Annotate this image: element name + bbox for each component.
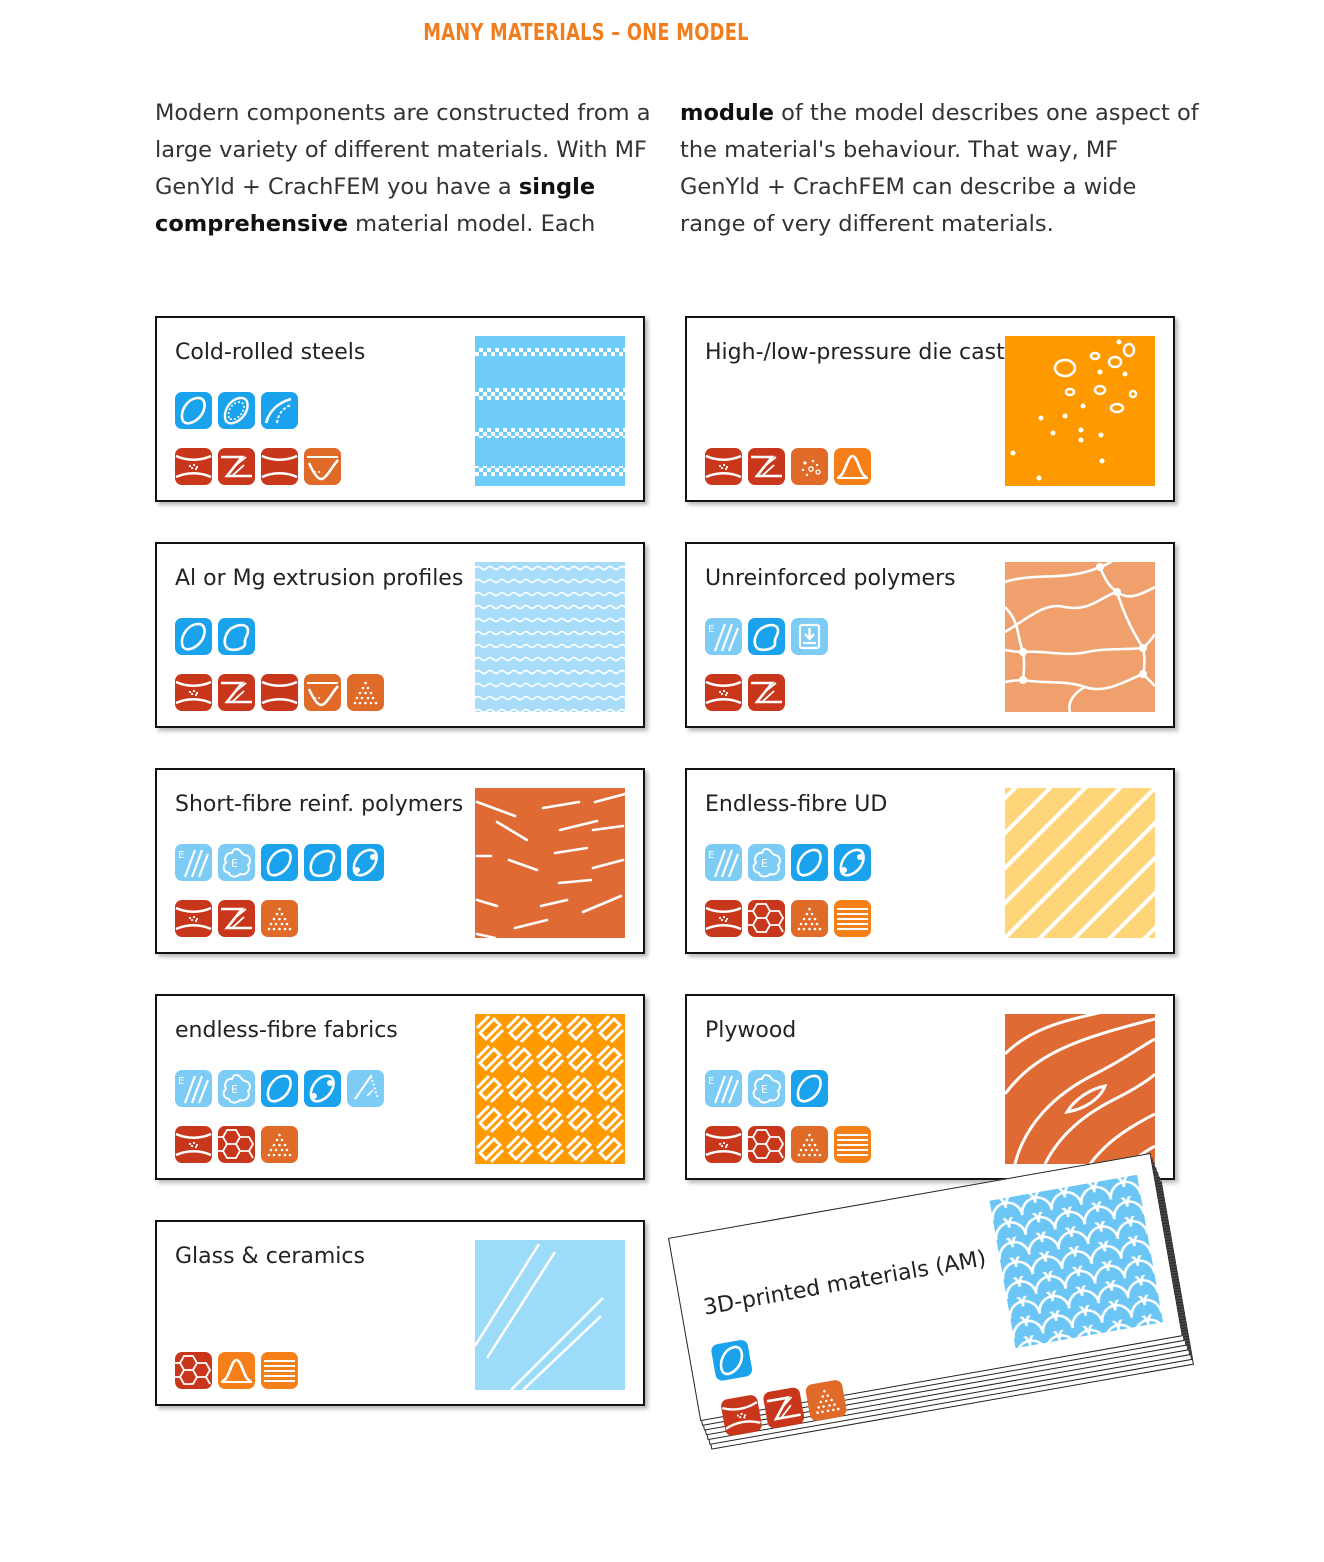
wavy-lines-icon xyxy=(475,562,625,712)
ductile-necking-icon xyxy=(175,448,212,485)
kinematic-hardening-icon xyxy=(834,844,871,881)
card-title: Glass & ceramics xyxy=(175,1244,365,1269)
am-card-front xyxy=(668,1153,1183,1421)
polymer-network-icon xyxy=(1005,562,1155,712)
anisotropic-elasticity-icon xyxy=(748,844,785,881)
cellular-fracture-icon xyxy=(218,1126,255,1163)
card-title: Endless-fibre UD xyxy=(705,792,888,817)
intro-text-3: of the model describes one aspect of the material's behaviour. That way, MF GenYld + CrachFEM can describe a wide range of very different materials. xyxy=(680,100,1199,237)
yield-locus-icon xyxy=(175,392,212,429)
material-card-3d-printed-stack xyxy=(668,1149,1212,1464)
damage-accumulation-icon xyxy=(791,900,828,937)
damage-accumulation-icon xyxy=(261,1126,298,1163)
material-card-unreinforced-polymers xyxy=(685,542,1175,728)
scales-icon xyxy=(989,1175,1163,1349)
anisotropic-elasticity-icon xyxy=(218,1070,255,1107)
cellular-fracture-icon xyxy=(748,900,785,937)
intro-bold-1: single comprehensive xyxy=(155,174,596,237)
yield-evolution-icon xyxy=(218,392,255,429)
ductile-necking-icon xyxy=(705,900,742,937)
elasticity-icon xyxy=(175,844,212,881)
material-card-die-cast xyxy=(685,316,1175,502)
card-title: Plywood xyxy=(705,1018,797,1043)
material-card-endless-fibre-fabrics xyxy=(155,994,645,1180)
shear-fracture-icon xyxy=(748,674,785,711)
elasticity-icon xyxy=(705,618,742,655)
yield-locus-icon xyxy=(261,1070,298,1107)
delamination-icon xyxy=(834,900,871,937)
shear-fracture-icon xyxy=(762,1387,805,1430)
card-title: Cold-rolled steels xyxy=(175,340,366,365)
shear-fracture-icon xyxy=(748,448,785,485)
material-card-plywood xyxy=(685,994,1175,1180)
ductile-necking-icon xyxy=(705,1126,742,1163)
elasticity-icon xyxy=(705,844,742,881)
ductile-necking-icon xyxy=(175,674,212,711)
hardening-icon xyxy=(261,392,298,429)
elasticity-icon xyxy=(175,1070,212,1107)
shear-fracture-icon xyxy=(218,448,255,485)
anisotropic-elasticity-icon xyxy=(218,844,255,881)
delamination-icon xyxy=(834,1126,871,1163)
scatter-distribution-icon xyxy=(834,448,871,485)
woven-fabric-icon xyxy=(475,1014,625,1164)
card-title: Unreinforced polymers xyxy=(705,566,956,591)
material-card-glass-ceramics xyxy=(155,1220,645,1406)
shear-fracture-icon xyxy=(218,674,255,711)
anisotropic-yield-icon xyxy=(304,844,341,881)
delamination-icon xyxy=(261,1352,298,1389)
checker-stripes-icon xyxy=(475,336,625,486)
intro-column-left xyxy=(155,95,655,243)
damage-accumulation-icon xyxy=(805,1379,848,1422)
cellular-fracture-icon xyxy=(175,1352,212,1389)
pores-icon xyxy=(1005,336,1155,486)
scatter-distribution-icon xyxy=(218,1352,255,1389)
yield-locus-icon xyxy=(791,1070,828,1107)
yield-locus-icon xyxy=(261,844,298,881)
intro-text-2: material model. Each xyxy=(348,211,596,237)
forming-limit-icon xyxy=(304,674,341,711)
damage-accumulation-icon xyxy=(347,674,384,711)
glass-reflection-icon xyxy=(475,1240,625,1390)
wood-grain-icon xyxy=(1005,1014,1155,1164)
intro-column-right xyxy=(680,95,1200,243)
instability-icon xyxy=(261,674,298,711)
anisotropic-yield-icon xyxy=(218,618,255,655)
strain-rate-icon xyxy=(791,618,828,655)
ductile-necking-icon xyxy=(175,900,212,937)
intro-bold-2: module xyxy=(680,100,774,126)
instability-icon xyxy=(261,448,298,485)
porosity-icon xyxy=(791,448,828,485)
kinematic-hardening-icon xyxy=(347,844,384,881)
shear-fracture-icon xyxy=(218,900,255,937)
material-card-short-fibre-polymers xyxy=(155,768,645,954)
material-card-endless-fibre-ud xyxy=(685,768,1175,954)
shear-angle-icon xyxy=(347,1070,384,1107)
card-title: Al or Mg extrusion profiles xyxy=(175,566,464,591)
card-title: 3D-printed materials (AM) xyxy=(701,1246,989,1321)
diagonal-stripes-icon xyxy=(1005,788,1155,938)
anisotropic-elasticity-icon xyxy=(748,1070,785,1107)
short-fibres-icon xyxy=(475,788,625,938)
kinematic-hardening-icon xyxy=(304,1070,341,1107)
damage-accumulation-icon xyxy=(791,1126,828,1163)
forming-limit-icon xyxy=(304,448,341,485)
ductile-necking-icon xyxy=(705,448,742,485)
material-card-extrusion-profiles xyxy=(155,542,645,728)
cellular-fracture-icon xyxy=(748,1126,785,1163)
intro-text-1: Modern components are constructed from a large variety of different materials. With MF GenYld + CrachFEM you have a xyxy=(155,100,651,200)
ductile-necking-icon xyxy=(175,1126,212,1163)
anisotropic-yield-icon xyxy=(748,618,785,655)
material-card-cold-rolled-steels xyxy=(155,316,645,502)
page-title: MANY MATERIALS – ONE MODEL xyxy=(423,20,749,46)
elasticity-icon xyxy=(705,1070,742,1107)
card-title: endless-fibre fabrics xyxy=(175,1018,398,1043)
damage-accumulation-icon xyxy=(261,900,298,937)
ductile-necking-icon xyxy=(705,674,742,711)
yield-locus-icon xyxy=(791,844,828,881)
ductile-necking-icon xyxy=(720,1394,763,1437)
card-title: Short-fibre reinf. polymers xyxy=(175,792,464,817)
yield-locus-icon xyxy=(175,618,212,655)
yield-locus-icon xyxy=(710,1339,753,1382)
card-title: High-/low-pressure die cast xyxy=(705,340,1005,365)
